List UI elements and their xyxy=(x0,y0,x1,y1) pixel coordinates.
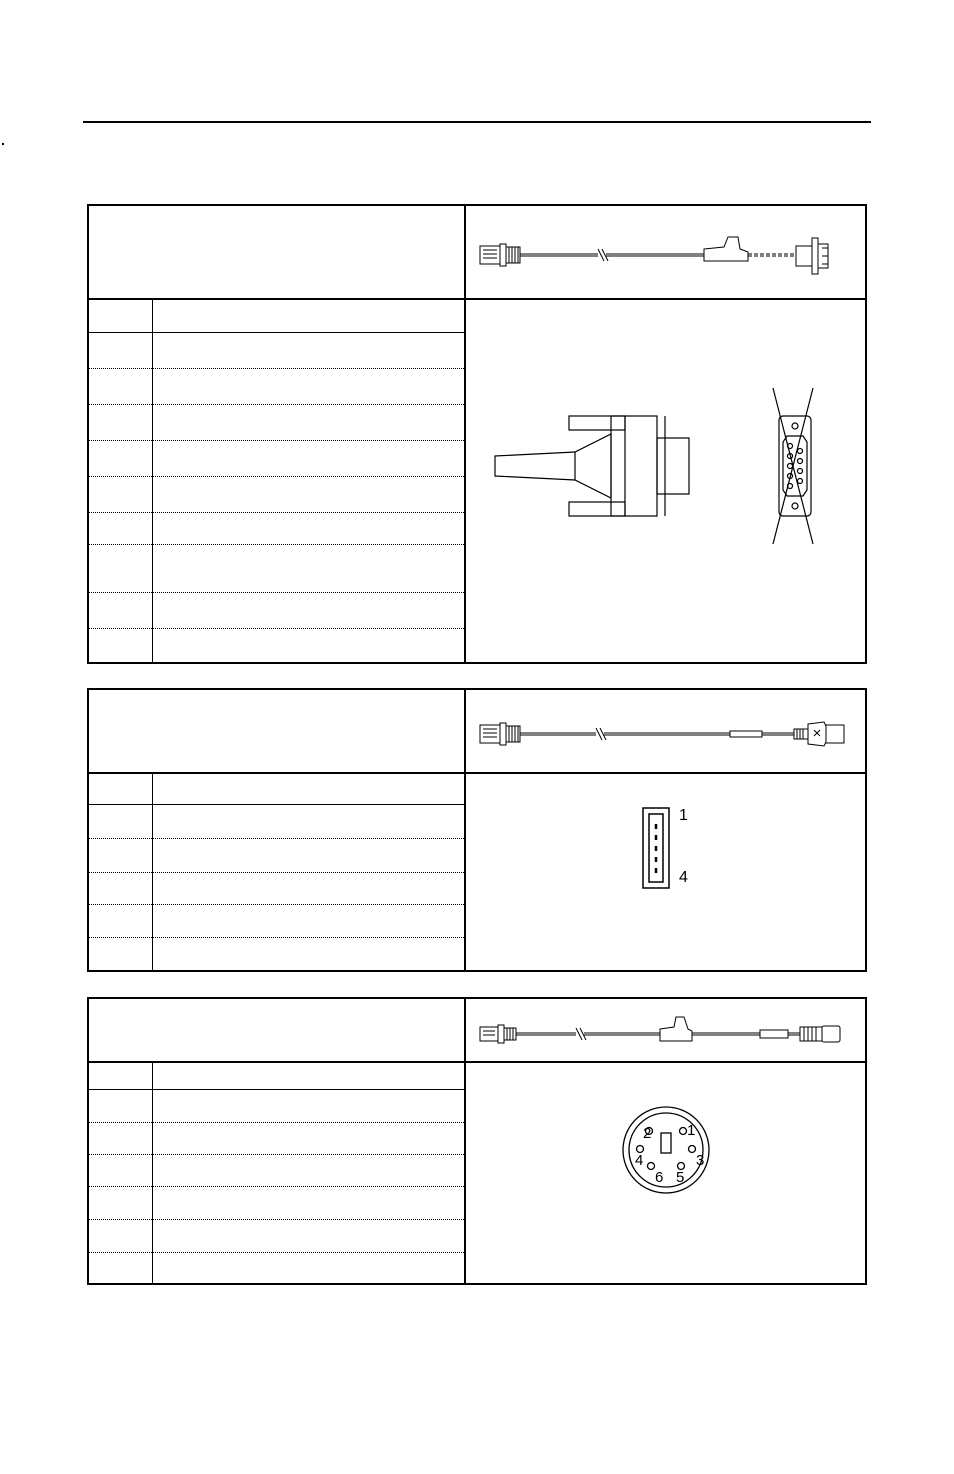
rs232-row-separator xyxy=(89,544,466,545)
rs232-signal-column xyxy=(153,300,466,664)
ps2-pin-label: 3 xyxy=(696,1152,705,1169)
ps2-pin-6 xyxy=(648,1163,655,1170)
cable-rj45-to-usb-icon xyxy=(478,716,858,752)
rs232-row-separator xyxy=(89,476,466,477)
rs232-row-separator xyxy=(89,440,466,441)
ps2-row-separator xyxy=(89,1154,466,1155)
mini-din6-connector-icon xyxy=(621,1105,711,1195)
margin-dot xyxy=(2,143,4,145)
usb-header-cell xyxy=(89,690,466,772)
ps2-header-cell xyxy=(89,999,466,1061)
usb-a-connector-icon xyxy=(641,806,671,890)
usb-pin-label-last: 4 xyxy=(679,869,688,886)
rs232-row-separator xyxy=(89,404,466,405)
usb-pinout-table xyxy=(87,688,867,972)
rs232-pinout-table xyxy=(87,204,867,664)
rs232-row-separator xyxy=(89,592,466,593)
rs232-row-separator xyxy=(89,332,466,333)
rs232-cable-cell xyxy=(466,206,865,298)
ps2-row-separator xyxy=(89,1186,466,1187)
ps2-row-separator xyxy=(89,1219,466,1220)
cable-rj45-to-ps2-icon xyxy=(478,1013,858,1053)
ps2-pin-3 xyxy=(689,1146,696,1153)
page-top-rule xyxy=(83,121,871,123)
ps2-pin-label: 5 xyxy=(676,1169,685,1186)
cable-rj45-to-db9-icon xyxy=(478,232,858,276)
ps2-row-separator xyxy=(89,1089,466,1090)
ps2-pin-label: 4 xyxy=(635,1152,644,1169)
ps2-pin-label: 1 xyxy=(687,1122,696,1139)
usb-row-separator xyxy=(89,872,466,873)
db9-connector-side-icon xyxy=(489,406,699,526)
usb-row-separator xyxy=(89,838,466,839)
db9-connector-icon xyxy=(769,386,821,546)
rs232-pin-column xyxy=(89,300,153,664)
rs232-row-separator xyxy=(89,368,466,369)
ps2-cable-cell xyxy=(466,999,865,1061)
ps2-pinout-table xyxy=(87,997,867,1285)
ps2-pin-1 xyxy=(680,1128,687,1135)
ps2-pin-label: 2 xyxy=(643,1125,652,1142)
usb-row-separator xyxy=(89,904,466,905)
rs232-row-separator xyxy=(89,628,466,629)
usb-row-separator xyxy=(89,804,466,805)
ps2-row-separator xyxy=(89,1122,466,1123)
ps2-pin-label: 6 xyxy=(655,1169,664,1186)
rs232-row-separator xyxy=(89,512,466,513)
rs232-header-cell xyxy=(89,206,466,298)
ps2-row-separator xyxy=(89,1252,466,1253)
usb-pin-label-first: 1 xyxy=(679,807,688,824)
usb-row-separator xyxy=(89,937,466,938)
usb-cable-cell xyxy=(466,690,865,772)
